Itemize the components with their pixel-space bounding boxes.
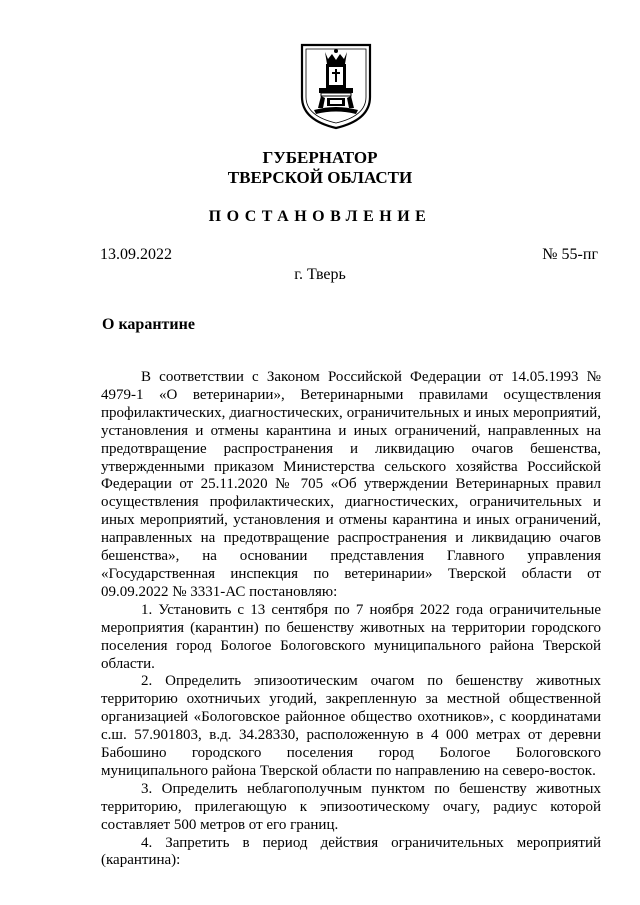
document-date: 13.09.2022 — [100, 246, 172, 263]
document-body — [101, 369, 601, 870]
issuer-region: ТВЕРСКОЙ ОБЛАСТИ — [227, 168, 413, 187]
issuer-title: ГУБЕРНАТОР — [262, 148, 378, 167]
item-4-paragraph: 4. Запретить в период действия ограничительных мероприятий (карантина): — [101, 834, 601, 869]
item-2-paragraph: 2. Определить эпизоотическим очагом по бешенству животных территорию охотничьих угодий, закрепленную за местной общественной организацией «Бологовское районное общество охотников», с координатами с.ш. 57.901803, в.д. 34.28330, расположенную в 4 000 метрах от деревни Бабошино городского поселения город Бологое Бологовского муниципального района Тверской области по направлению на северо-восток. — [101, 673, 601, 779]
document-city: г. Тверь — [294, 266, 346, 283]
intro-paragraph: В соответствии с Законом Российской Федерации от 14.05.1993 № 4979-1 «О ветеринарии», Ветеринарными правилами осуществления профилактических, диагностических, ограничительных и иных мероприятий, установления и отмены карантина и иных ограничений, направленных на предотвращение распространения и ликвидацию очагов бешенства, утвержденными приказом Министерства сельского хозяйства Российской Федерации от 25.11.2020 № 705 «Об утверждении Ветеринарных правил осуществления профилактических, диагностических, ограничительных и иных мероприятий, установления и отмены карантина и иных ограничений, направленных на предотвращение распространения и ликвидацию очагов бешенства», на основании представления Главного управления «Государственная инспекция по ветеринарии» Тверской области от 09.09.2022 № 3331-АС постановляю: — [101, 369, 601, 600]
item-1-paragraph: 1. Установить с 13 сентября по 7 ноября 2022 года ограничительные мероприятия (карантин) по бешенству животных на территории городского поселения город Бологое Бологовского муниципального района Тверской области. — [101, 601, 601, 672]
tver-coat-of-arms-icon — [299, 42, 373, 130]
document-number: № 55-пг — [542, 246, 598, 263]
item-3-paragraph: 3. Определить неблагополучным пунктом по бешенству животных территорию, прилегающую к эпизоотическому очагу, радиус которой составляет 500 метров от его границ. — [101, 780, 601, 833]
document-subject: О карантине — [102, 316, 195, 333]
document-type: ПОСТАНОВЛЕНИЕ — [208, 208, 432, 225]
